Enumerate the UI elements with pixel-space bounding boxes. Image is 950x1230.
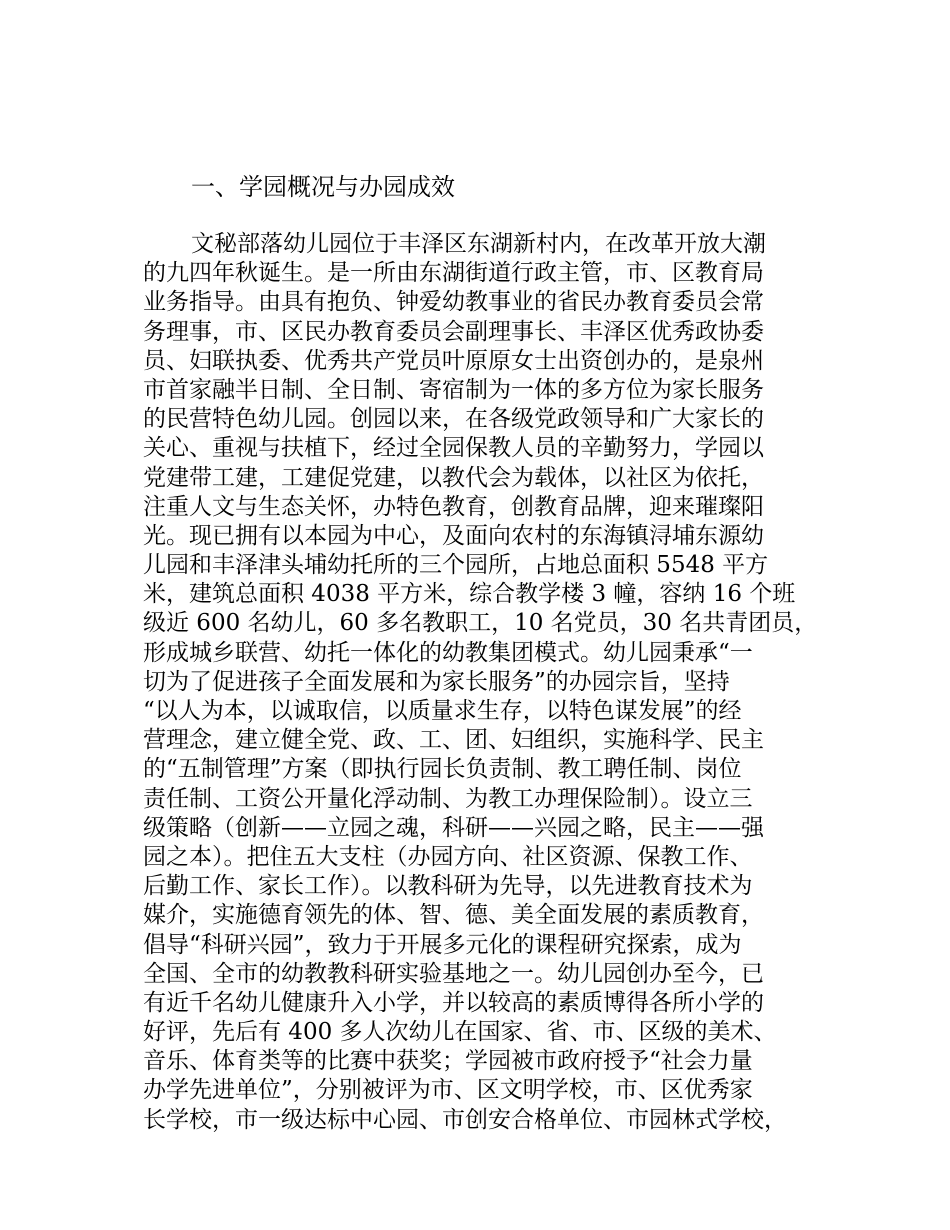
- paragraph-line: 长学校，市一级达标中心园、市创安合格单位、市园林式学校，: [143, 1106, 787, 1133]
- paragraph-line: 市首家融半日制、全日制、寄宿制为一体的多方位为家长服务: [143, 376, 764, 403]
- paragraph-line: 后勤工作、家长工作）。以教科研为先导，以先进教育技术为: [143, 873, 753, 900]
- paragraph-line: 注重人文与生态关怀，办特色教育，创教育品牌，迎来璀璨阳: [143, 493, 764, 520]
- paragraph-line: 儿园和丰泽津头埔幼托所的三个园所，占地总面积 5548 平方: [143, 552, 769, 579]
- paragraph-line: 级策略（创新——立园之魂，科研——兴园之略，民主——强: [143, 814, 764, 841]
- body-paragraph: [143, 230, 823, 1135]
- paragraph-line: 全国、全市的幼教教科研实验基地之一。幼儿园创办至今，已: [143, 960, 764, 987]
- paragraph-line: 办学先进单位”，分别被评为市、区文明学校，市、区优秀家: [143, 1077, 753, 1104]
- paragraph-line: 园之本）。把住五大支柱（办园方向、社区资源、保教工作、: [143, 843, 753, 870]
- paragraph-line: 切为了促进孩子全面发展和为家长服务”的办园宗旨，坚持: [143, 668, 730, 695]
- paragraph-line: 米，建筑总面积 4038 平方米，综合教学楼 3 幢，容纳 16 个班: [143, 581, 796, 608]
- paragraph-line: 员、妇联执委、优秀共产党员叶原原女士出资创办的，是泉州: [143, 347, 764, 374]
- paragraph-line: 级近 600 名幼儿，60 多名教职工，10 名党员，30 名共青团员，: [143, 610, 818, 637]
- paragraph-line: 形成城乡联营、幼托一体化的幼教集团模式。幼儿园秉承“一: [143, 639, 753, 666]
- paragraph-line: 务理事，市、区民办教育委员会副理事长、丰泽区优秀政协委: [143, 318, 764, 345]
- paragraph-line: “以人为本，以诚取信，以质量求生存，以特色谋发展”的经: [143, 698, 742, 724]
- paragraph-line: 责任制、工资公开量化浮动制、为教工办理保险制）。设立三: [143, 785, 753, 812]
- paragraph-line: 业务指导。由具有抱负、钟爱幼教事业的省民办教育委员会常: [143, 289, 764, 316]
- paragraph-line: 的“五制管理”方案（即执行园长负责制、教工聘任制、岗位: [143, 756, 742, 783]
- section-heading: 一、学园概况与办园成效: [191, 173, 455, 201]
- paragraph-line: 音乐、体育类等的比赛中获奖；学园被市政府授予“社会力量: [143, 1048, 753, 1075]
- paragraph-line: 的九四年秋诞生。是一所由东湖街道行政主管，市、区教育局: [143, 260, 764, 287]
- paragraph-line: 有近千名幼儿健康升入小学，并以较高的素质博得各所小学的: [143, 989, 764, 1016]
- paragraph-line: 倡导“科研兴园”，致力于开展多元化的课程研究探索，成为: [143, 931, 742, 958]
- paragraph-line: 的民营特色幼儿园。创园以来，在各级党政领导和广大家长的: [143, 406, 764, 433]
- paragraph-line: 光。现已拥有以本园为中心，及面向农村的东海镇浔埔东源幼: [143, 522, 764, 549]
- paragraph-line: 党建带工建，工建促党建，以教代会为载体，以社区为依托，: [143, 464, 764, 491]
- paragraph-line: 文秘部落幼儿园位于丰泽区东湖新村内，在改革开放大潮: [191, 231, 766, 257]
- paragraph-line: 媒介，实施德育领先的体、智、德、美全面发展的素质教育，: [143, 902, 764, 929]
- paragraph-line: 好评，先后有 400 多人次幼儿在国家、省、市、区级的美术、: [143, 1019, 777, 1046]
- paragraph-line: 营理念，建立健全党、政、工、团、妇组织，实施科学、民主: [143, 727, 764, 754]
- paragraph-line: 关心、重视与扶植下，经过全园保教人员的辛勤努力，学园以: [143, 435, 764, 462]
